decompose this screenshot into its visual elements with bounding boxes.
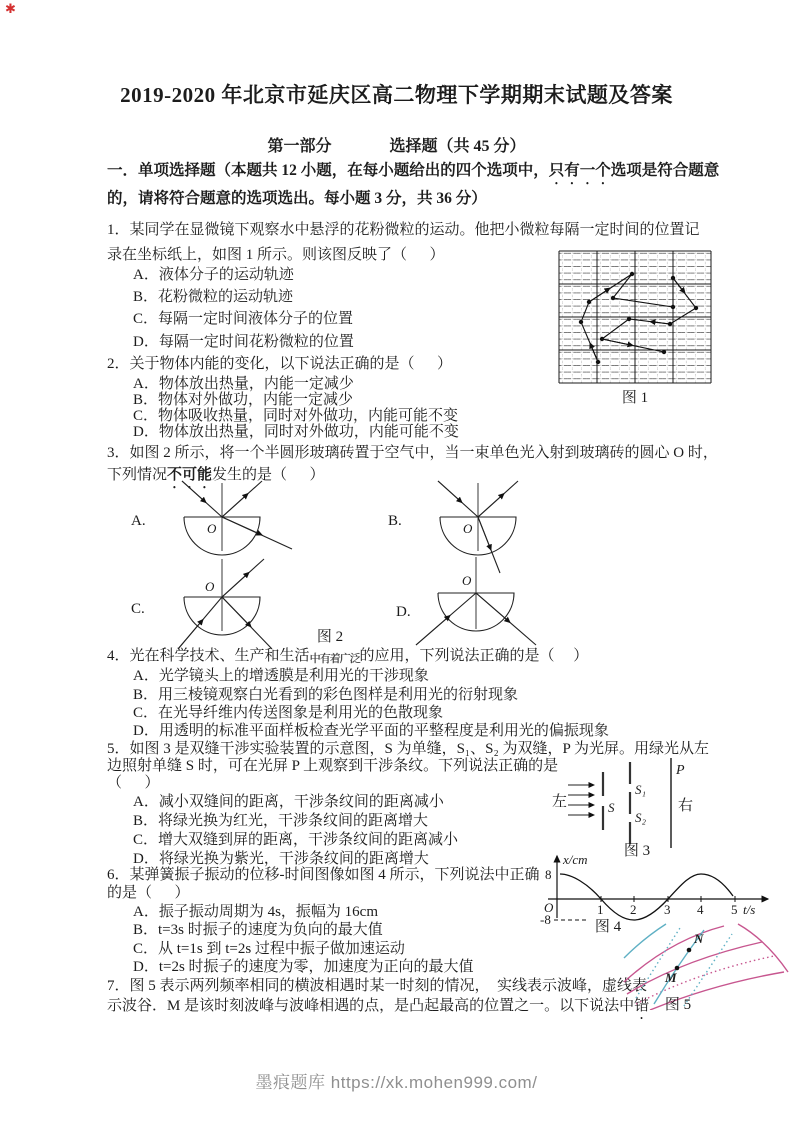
q7-line2-emphasis: 错 (634, 998, 650, 1014)
q3-line2-emphasis: 不可能 (167, 467, 213, 483)
intro-post: 选项是符合题意 (610, 162, 720, 179)
q2-option-b: B．物体对外做功，内能一定减少 (133, 392, 354, 408)
y-max-label: 8 (545, 867, 552, 882)
red-asterisk-mark: ✱ (5, 1, 16, 16)
figure-2d-diagram (404, 553, 554, 653)
q6-option-b: B．t=3s 时振子的速度为负向的最大值 (133, 922, 383, 938)
q4-stem-glitch: 中有着广泛 (309, 653, 360, 665)
q5-option-b: B．将绿光换为红光，干涉条纹间的距离增大 (133, 813, 429, 829)
q7-line-2 (107, 997, 649, 1023)
point-m-label: M (665, 970, 677, 985)
figure-2c-diagram (150, 557, 300, 657)
q3-line2-post: 发生的是（ ） (212, 467, 325, 483)
oscillation-curve (560, 874, 733, 920)
figure-2a-o-label: O (207, 521, 217, 536)
slit-1-label: S₁ (635, 782, 647, 797)
section-intro-line-2: 的，请将符合题意的选项选出。每小题 3 分，共 36 分） (107, 190, 487, 207)
y-axis-label: x/cm (563, 852, 588, 867)
part-heading-part: 第一部分 (267, 138, 332, 155)
tick-label-1: 1 (597, 902, 604, 917)
q4-option-b: B．用三棱镜观察白光看到的彩色图样是利用光的衍射现象 (133, 687, 519, 703)
footer-watermark-link[interactable]: 墨痕题库 https://xk.mohen999.com/ (255, 1073, 538, 1092)
q4-option-c: C．在光导纤维内传送图象是利用光的色散现象 (133, 705, 444, 721)
q4-stem-pre: 4．光在科学技术、生产和生活 (107, 648, 310, 664)
part-heading-points: （共 45 分） (437, 138, 526, 155)
figure-3-left-label: 左 (552, 794, 568, 810)
intro-emphasis: 只有一个 (548, 162, 611, 179)
q5-line-1: 5．如图 3 是双缝干涉实验装置的示意图，S 为单缝，S₁、S₂ 为双缝，P 为光屏。用绿光从左 (107, 741, 710, 757)
q4-stem-post: 的应用，下列说法正确的是（ ） (359, 648, 589, 664)
q4-option-d: D．用透明的标准平面样板检查光学平面的平整程度是利用光的偏振现象 (133, 723, 609, 739)
q3-line-1: 3．如图 2 所示，将一个半圆形玻璃砖置于空气中，当一束单色光入射到玻璃砖的圆心 O 时， (107, 445, 718, 461)
tick-label-4: 4 (697, 902, 704, 917)
figure-2d-label: D. (396, 604, 411, 620)
q5-line-2: 边照射单缝 S 时，可在光屏 P 上观察到干涉条纹。下列说法正确的是 (107, 758, 559, 774)
q1-line-2: 录在坐标纸上，如图 1 所示。则该图反映了（ ） (107, 247, 445, 263)
q5-option-d: D．将绿光换为紫光，干涉条纹间的距离增大 (133, 851, 429, 867)
figure-5-caption: 图 5 (664, 997, 692, 1013)
intro-pre: 一．单项选择题（本题共 12 小题，在每小题给出的四个选项中， (107, 162, 549, 179)
point-n-dot (687, 948, 692, 953)
q2-stem: 2．关于物体内能的变化，以下说法正确的是（ ） (107, 356, 453, 372)
part-heading-type: 选择题 (389, 138, 438, 155)
q2-option-d: D．物体放出热量，同时对外做功，内能可能不变 (133, 424, 459, 440)
q5-option-a: A．减小双缝间的距离，干涉条纹间的距离减小 (133, 794, 444, 810)
q6-line-2: 的是（ ） (107, 885, 190, 901)
slit-2-label: S₂ (635, 810, 647, 825)
q7-line-1: 7．图 5 表示两列频率相同的横波相遇时某一时刻的情况， 实线表示波峰，虚线表 (107, 978, 648, 994)
figure-5-interference (622, 922, 790, 1010)
q2-option-a: A．物体放出热量，内能一定减少 (133, 376, 354, 392)
figure-2c-label: C. (131, 601, 145, 617)
figure-4-caption: 图 4 (594, 919, 622, 935)
figure-2d-o-label: O (462, 573, 472, 588)
tick-label-5: 5 (731, 902, 738, 917)
y-min-label: -8 (540, 912, 551, 927)
q1-option-d: D．每隔一定时间花粉微粒的位置 (133, 334, 354, 350)
q1-option-b: B．花粉微粒的运动轨迹 (133, 289, 294, 305)
incident-light-arrows (568, 785, 594, 815)
q6-line-1: 6．某弹簧振子振动的位移-时间图像如图 4 所示，下列说法中正确 (107, 867, 540, 883)
q6-option-c: C．从 t=1s 到 t=2s 过程中振子做加速运动 (133, 941, 405, 957)
single-slit-label: S (608, 800, 615, 815)
q5-line-3: （ ） (107, 775, 160, 791)
q4-option-a: A．光学镜头上的增透膜是利用光的干涉现象 (133, 668, 429, 684)
section-intro-line-1 (107, 161, 719, 188)
figure-2a-label: A. (131, 513, 146, 529)
page-title: 2019-2020 年北京市延庆区高二物理下学期期末试题及答案 (120, 83, 673, 107)
tick-label-3: 3 (664, 902, 671, 917)
x-axis-label: t/s (743, 902, 756, 917)
part-heading (0, 137, 793, 156)
tick-label-2: 2 (630, 902, 637, 917)
q1-option-c: C．每隔一定时间液体分子的位置 (133, 311, 354, 327)
figure-3-right-label: 右 (678, 798, 694, 814)
q2-option-c: C．物体吸收热量，同时对外做功，内能可能不变 (133, 408, 459, 424)
figure-3-double-slit (548, 756, 698, 852)
point-n-label: N (694, 931, 704, 946)
q6-option-a: A．振子振动周期为 4s，振幅为 16cm (133, 904, 378, 920)
figure-2b-label: B. (388, 513, 402, 529)
figure-2c-o-label: O (205, 579, 215, 594)
q3-line2-pre: 下列情况 (107, 467, 168, 483)
figure-1-grid (558, 250, 712, 384)
figure-2b-o-label: O (463, 521, 473, 536)
q4-stem (107, 647, 588, 669)
figure-1-caption: 图 1 (621, 390, 649, 406)
figure-3-caption: 图 3 (623, 843, 651, 859)
q7-line2-pre: 示波谷．M 是该时刻波峰与波峰相遇的点，是凸起最高的位置之一。以下说法中 (107, 998, 635, 1014)
origin-label: O (544, 900, 554, 915)
q1-line-1: 1．某同学在显微镜下观察水中悬浮的花粉微粒的运动。他把小微粒每隔一定时间的位置记 (107, 222, 700, 238)
screen-label: P (676, 763, 685, 778)
q1-option-a: A．液体分子的运动轨迹 (133, 267, 294, 283)
q5-option-c: C．增大双缝到屏的距离，干涉条纹间的距离减小 (133, 832, 459, 848)
q6-option-d: D．t=2s 时振子的速度为零，加速度为正向的最大值 (133, 959, 474, 975)
figure-2-caption: 图 2 (316, 629, 344, 645)
